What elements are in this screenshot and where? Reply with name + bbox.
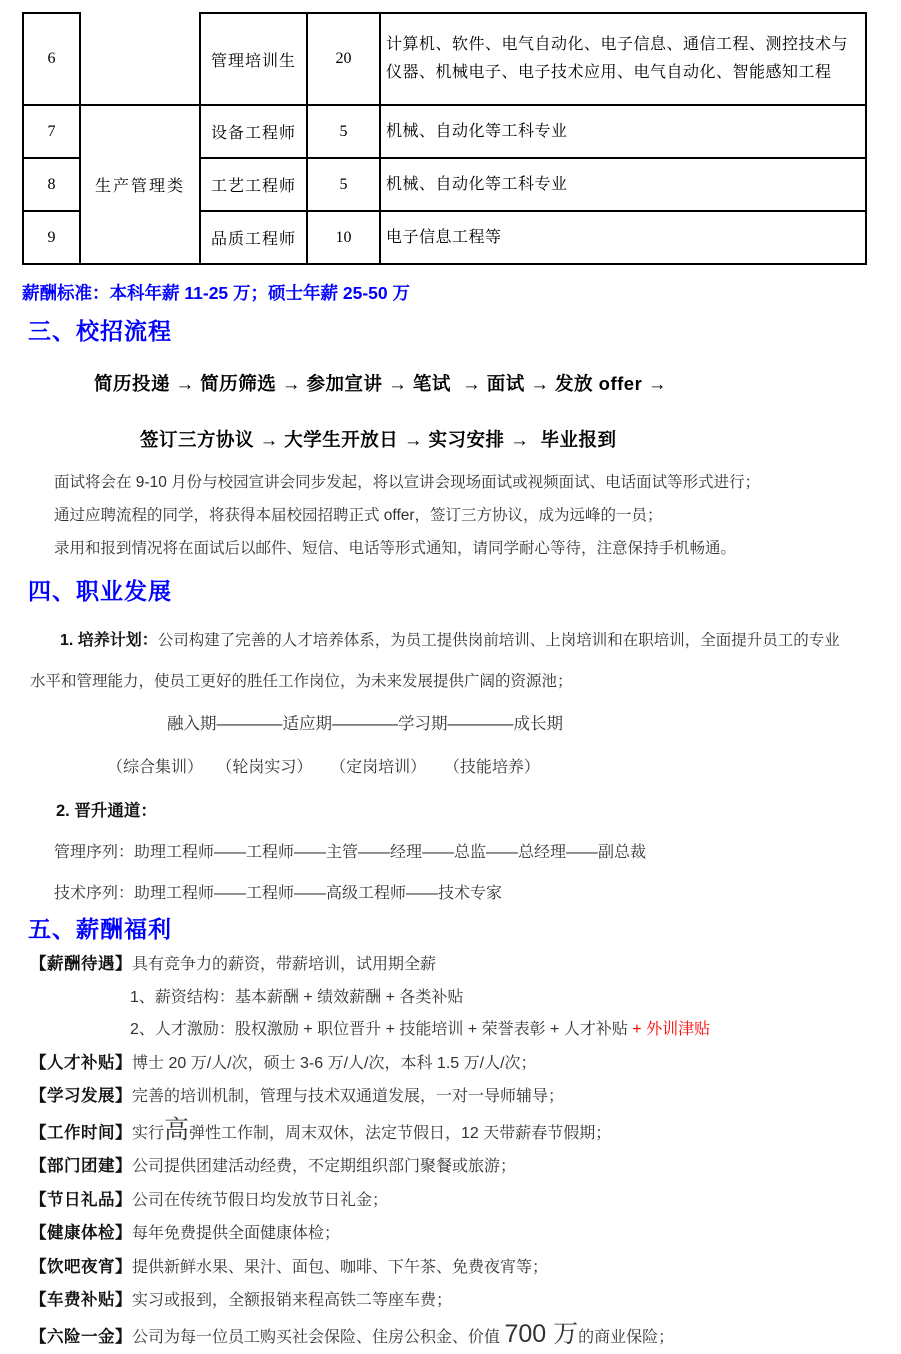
tech-track-line: 技术序列：助理工程师——工程师——高级工程师——技术专家 [54, 880, 881, 903]
requirements-cell: 计算机、软件、电气自动化、电子信息、通信工程、测控技术与仪器、机械电子、电子技术应用、电气自动化、智能感知工程 [380, 13, 866, 105]
benefit-text: 完善的培训机制，管理与技术双通道发展，一对一导师辅导； [132, 1088, 564, 1105]
benefits-list [22, 948, 881, 1354]
benefit-label: 【人才补贴】 [30, 1054, 132, 1072]
category-cell: 生产管理类 [80, 105, 200, 264]
benefit-label: 【节日礼品】 [30, 1191, 132, 1209]
benefit-label: 【工作时间】 [30, 1124, 132, 1142]
benefit-item [30, 1047, 881, 1081]
salary-standard-note: 薪酬标准：本科年薪 11-25 万；硕士年薪 25-50 万 [22, 280, 881, 305]
benefit-label: 【薪酬待遇】 [30, 955, 132, 973]
benefit-item [30, 1318, 881, 1354]
benefit-text: 实行 [132, 1125, 164, 1142]
benefit-item [30, 1284, 881, 1318]
benefit-big-text: 高 [164, 1116, 189, 1144]
category-cell-continued [80, 13, 200, 105]
benefit-text: 提供新鲜水果、果汁、面包、咖啡、下午茶、免费夜宵等； [132, 1259, 548, 1276]
benefit-text: 博士 20 万/人/次，硕士 3-6 万/人/次，本科 1.5 万/人/次； [132, 1055, 537, 1072]
talent-incentive-line [130, 1014, 881, 1047]
process-paragraph: 录用和报到情况将在面试后以邮件、短信、电话等形式通知，请同学耐心等待，注意保持手机畅通。 [54, 532, 841, 565]
benefit-item-salary [30, 948, 881, 982]
benefit-label: 【饮吧夜宵】 [30, 1258, 132, 1276]
benefit-text: 实习或报到，全额报销来程高铁二等座车费； [132, 1292, 452, 1309]
row-number-cell: 8 [23, 158, 80, 211]
process-paragraph: 通过应聘流程的同学，将获得本届校园招聘正式 offer，签订三方协议，成为远峰的一员； [54, 499, 841, 532]
positions-table [22, 12, 867, 265]
benefit-label: 【车费补贴】 [30, 1291, 132, 1309]
section-heading-career: 四、职业发展 [28, 573, 881, 606]
process-flow-line-2: 签订三方协议 → 大学生开放日 → 实习安排 → 毕业报到 [140, 426, 881, 452]
benefit-text: 弹性工作制，周末双休，法定节假日，12 天带薪春节假期； [189, 1125, 611, 1142]
benefit-item [30, 1251, 881, 1285]
requirements-cell: 机械、自动化等工科专业 [380, 105, 866, 158]
benefit-item [30, 1184, 881, 1218]
benefit-label: 【健康体检】 [30, 1224, 132, 1242]
table-row [23, 105, 866, 158]
row-number-cell: 6 [23, 13, 80, 105]
benefit-item [30, 1080, 881, 1114]
headcount-cell: 5 [307, 105, 380, 158]
training-plan-label: 1. 培养计划： [60, 632, 158, 649]
training-stages-note: （综合集训） （轮岗实习） （定岗培训） （技能培养） [107, 754, 881, 777]
incentive-text: 2、人才激励：股权激励 + 职位晋升 + 技能培训 + 荣誉表彰 + 人才补贴 [130, 1021, 632, 1038]
headcount-cell: 5 [307, 158, 380, 211]
row-number-cell: 7 [23, 105, 80, 158]
benefit-text: 每年免费提供全面健康体检； [132, 1225, 340, 1242]
position-cell: 管理培训生 [200, 13, 307, 105]
requirements-cell: 电子信息工程等 [380, 211, 866, 264]
benefit-text: 公司为每一位员工购买社会保险、住房公积金、价值 [132, 1329, 504, 1346]
benefit-item [30, 1217, 881, 1251]
position-cell: 工艺工程师 [200, 158, 307, 211]
benefit-text: 公司提供团建活动经费，不定期组织部门聚餐或旅游； [132, 1158, 516, 1175]
benefit-big-text: 700 万 [504, 1320, 578, 1348]
salary-structure-line: 1、薪资结构：基本薪酬 + 绩效薪酬 + 各类补贴 [130, 982, 881, 1015]
promotion-channel-label: 2. 晋升通道： [56, 797, 881, 821]
position-cell: 设备工程师 [200, 105, 307, 158]
benefit-text: 的商业保险； [578, 1329, 674, 1346]
training-plan-paragraph [30, 620, 845, 702]
row-number-cell: 9 [23, 211, 80, 264]
headcount-cell: 10 [307, 211, 380, 264]
process-paragraph: 面试将会在 9-10 月份与校园宣讲会同步发起，将以宣讲会现场面试或视频面试、电话面试等形式进行； [54, 466, 841, 499]
table-row [23, 13, 866, 105]
benefit-text: 具有竞争力的薪资，带薪培训，试用期全薪 [132, 956, 436, 973]
management-track-line: 管理序列：助理工程师——工程师——主管——经理——总监——总经理——副总裁 [54, 839, 881, 862]
requirements-cell: 机械、自动化等工科专业 [380, 158, 866, 211]
incentive-extra-red-text: + 外训津贴 [632, 1021, 710, 1038]
section-heading-benefits: 五、薪酬福利 [28, 911, 881, 944]
benefit-label: 【六险一金】 [30, 1328, 132, 1346]
training-plan-text: 公司构建了完善的人才培养体系，为员工提供岗前培训、上岗培训和在职培训，全面提升员工的专业水平和管理能力，使员工更好的胜任工作岗位，为未来发展提供广阔的资源池； [30, 632, 840, 690]
section-heading-process: 三、校招流程 [28, 313, 881, 346]
position-cell: 品质工程师 [200, 211, 307, 264]
headcount-cell: 20 [307, 13, 380, 105]
training-stages-line: 融入期————适应期————学习期————成长期 [167, 710, 881, 734]
benefit-item [30, 1150, 881, 1184]
benefit-label: 【学习发展】 [30, 1087, 132, 1105]
benefit-label: 【部门团建】 [30, 1157, 132, 1175]
benefit-item [30, 1114, 881, 1151]
benefit-text: 公司在传统节假日均发放节日礼金； [132, 1192, 388, 1209]
process-flow-line-1: 简历投递 → 简历筛选 → 参加宣讲 → 笔试 → 面试 → 发放 offer → [94, 370, 881, 396]
